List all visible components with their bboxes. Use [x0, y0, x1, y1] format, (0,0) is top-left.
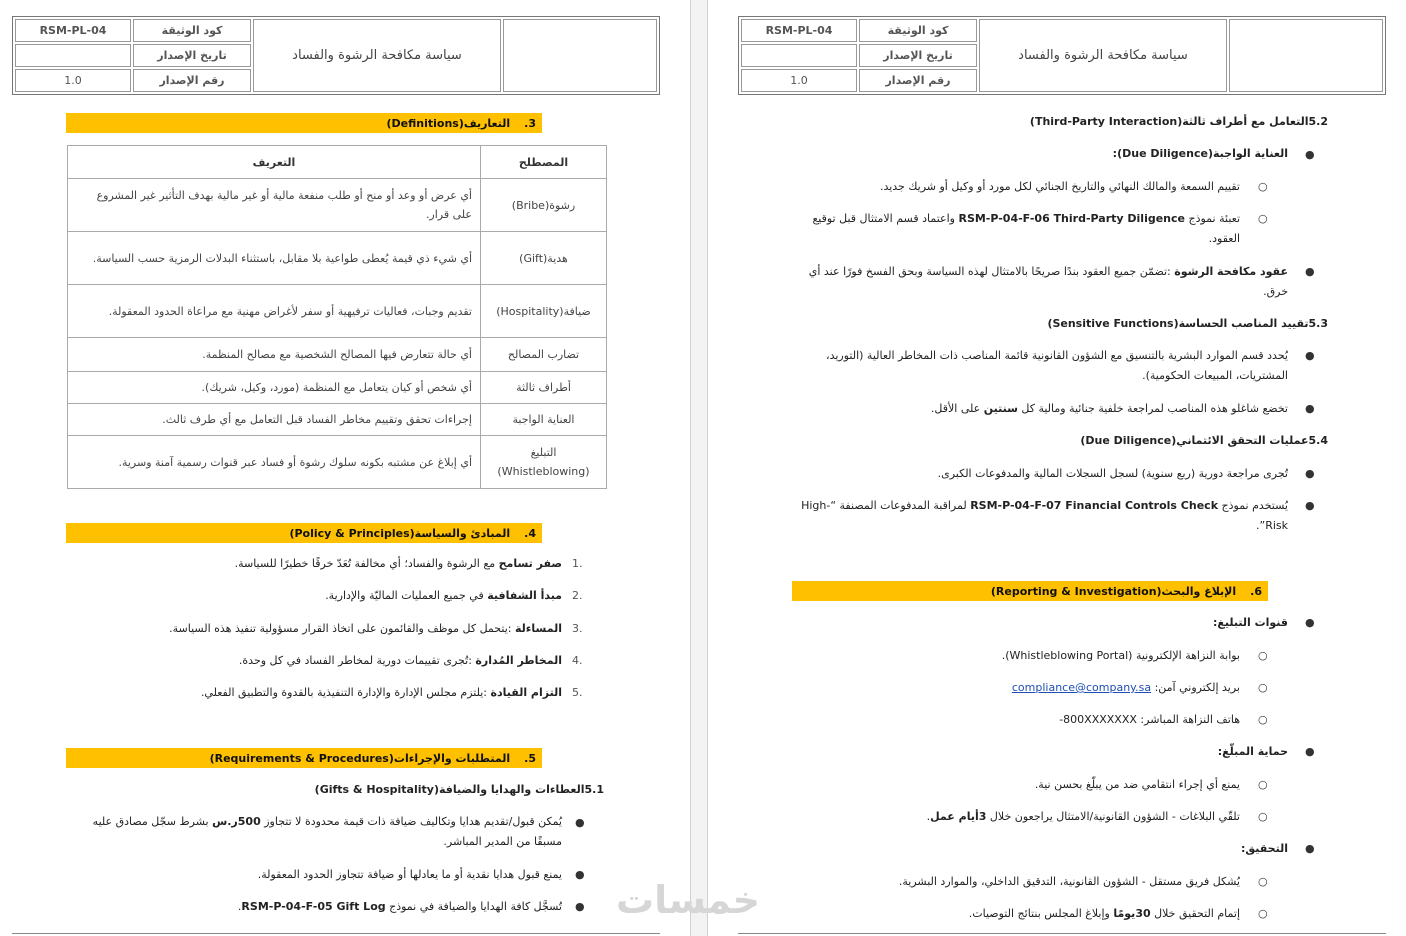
- section-6-heading: [792, 581, 1268, 601]
- bullet-dot: ●: [1305, 616, 1315, 629]
- whistleblower-protection-label: حماية المبلّغ:: [1217, 745, 1288, 758]
- term-cell: التبليغ (Whistleblowing): [481, 436, 607, 489]
- version-label: رقم الإصدار: [859, 69, 977, 92]
- term-cell: العناية الواجبة: [481, 404, 607, 436]
- page-bottom-rule: [738, 933, 1386, 934]
- page-bottom-rule: [12, 933, 660, 934]
- bullet-text: تلقّي البلاغات - الشؤون القانونية/الامتثال يراجعون خلال: [986, 810, 1240, 823]
- principle-item: [82, 651, 562, 671]
- principle-number: 2.: [572, 589, 583, 602]
- page-gap: [690, 0, 708, 936]
- doc-code-label: كود الوثيقة: [859, 19, 977, 42]
- sub-bullet-item: بوابة النزاهة الإلكترونية (Whistleblowing Portal).: [1001, 649, 1240, 662]
- logo-cell: [503, 19, 657, 92]
- principle-number: 1.: [572, 557, 583, 570]
- principle-number: 3.: [572, 622, 583, 635]
- bullet-text: على الأقل.: [930, 402, 984, 415]
- principle-item: [82, 554, 562, 574]
- issue-date-label: تاريخ الإصدار: [859, 44, 977, 67]
- bullet-dot: ●: [1305, 499, 1315, 512]
- bullet-dot: ●: [575, 868, 585, 881]
- subsection-5-2-heading: 5.2التعامل مع أطراف ثالثة(Third-Party Interaction): [1029, 115, 1328, 128]
- bullet-text: تعبئة نموذج: [1185, 212, 1240, 225]
- principle-text: :يلتزم مجلس الإدارة والإدارة التنفيذية بالقدوة والتطبيق الفعلي.: [200, 686, 491, 699]
- section-number: 4.: [524, 526, 536, 540]
- logo-cell: [1229, 19, 1383, 92]
- bullet-text: وإبلاغ المجلس بنتائج التوصيات.: [968, 907, 1114, 920]
- sub-bullet-circle: ○: [1258, 907, 1268, 920]
- principle-item: [82, 619, 562, 639]
- doc-code-value: RSM-PL-04: [741, 19, 857, 42]
- bullet-text: إتمام التحقيق خلال: [1150, 907, 1240, 920]
- section-number: 5.: [524, 751, 536, 765]
- definition-cell: تقديم وجبات، فعاليات ترفيهية أو سفر لأغراض مهنية مع مراعاة الحدود المعقولة.: [68, 285, 481, 338]
- bullet-text: تخضع شاغلو هذه المناصب لمراجعة خلفية جنائية ومالية كل: [1017, 402, 1288, 415]
- principle-item: [82, 586, 562, 606]
- sub-bullet-circle: ○: [1258, 713, 1268, 726]
- version-label: رقم الإصدار: [133, 69, 251, 92]
- table-row: [68, 436, 607, 489]
- principle-bold: المخاطر المُدارة: [475, 654, 562, 667]
- sub-bullet-item: [800, 904, 1240, 924]
- bullet-item: [92, 812, 562, 852]
- bullet-dot: ●: [1305, 467, 1315, 480]
- bullet-text: تُجرى مراجعة دورية (ربع سنوية) لسجل السجلات المالية والمدفوعات الكبرى.: [937, 467, 1288, 480]
- sub-bullet-item: هاتف النزاهة المباشر: 800XXXXXXX-: [1059, 713, 1240, 726]
- subsection-5-1-heading: 5.1العطاءات والهدايا والضيافة(Gifts & Hospitality): [314, 783, 604, 796]
- watermark-logo: خمسات: [616, 878, 760, 922]
- sub-bullet-item: [800, 807, 1240, 827]
- principle-bold: صفر تسامح: [498, 557, 562, 570]
- table-row: [68, 404, 607, 436]
- table-header-row: [68, 146, 607, 179]
- term-cell: ضيافة(Hospitality): [481, 285, 607, 338]
- bullet-text: يُمكن قبول/تقديم هدايا وتكاليف ضيافة ذات قيمة محدودة لا تتجاوز: [260, 815, 562, 828]
- version-value: 1.0: [15, 69, 131, 92]
- sub-bullet-item: [800, 177, 1240, 197]
- bullet-dot: ●: [1305, 349, 1315, 362]
- section-5-heading: [66, 748, 542, 768]
- document-title: سياسة مكافحة الرشوة والفساد: [253, 19, 501, 92]
- doc-code-value: RSM-PL-04: [15, 19, 131, 42]
- issue-date-label: تاريخ الإصدار: [133, 44, 251, 67]
- form-code: RSM-P-04-F-07 Financial Controls Check: [970, 499, 1219, 512]
- definition-cell: أي إبلاغ عن مشتبه بكونه سلوك رشوة أو فساد عبر قنوات رسمية آمنة وسرية.: [68, 436, 481, 489]
- bullet-item: [788, 262, 1288, 302]
- section-title: المتطلبات والإجراءات(Requirements & Procedures): [209, 751, 511, 765]
- table-row: [68, 338, 607, 372]
- section-title: المبادئ والسياسة(Policy & Principles): [289, 526, 511, 540]
- section-4-heading: [66, 523, 542, 543]
- section-title: التعاريف(Definitions): [386, 116, 511, 130]
- bullet-dot: ●: [1305, 148, 1315, 161]
- principle-number: 4.: [572, 654, 583, 667]
- subsection-5-4-heading: 5.4عمليات التحقق الائتماني(Due Diligence): [1080, 434, 1328, 447]
- definition-cell: أي حالة تتعارض فيها المصالح الشخصية مع مصالح المنظمة.: [68, 338, 481, 372]
- sub-bullet-circle: ○: [1258, 875, 1268, 888]
- sub-bullet-item: [800, 209, 1240, 249]
- column-header-term: المصطلح: [481, 146, 607, 179]
- bullet-item: [788, 346, 1288, 386]
- doc-code-label: كود الوثيقة: [133, 19, 251, 42]
- sub-bullet-item: [800, 678, 1240, 698]
- bullet-text: :تضمّن جميع العقود بندًا صريحًا بالامتثال لهذه السياسة وبحق الفسخ فورًا عند أي خرق.: [808, 265, 1288, 298]
- bullet-item: [788, 399, 1288, 419]
- term-cell: تضارب المصالح: [481, 338, 607, 372]
- section-3-heading: [66, 113, 542, 133]
- bullet-text: تُسجَّل كافة الهدايا والضيافة في نموذج: [385, 900, 562, 913]
- reporting-channels-label: قنوات التبليغ:: [1212, 616, 1288, 629]
- sub-bullet-circle: ○: [1258, 681, 1268, 694]
- principle-text: :يتحمل كل موظف والقائمون على اتخاذ القرار مسؤولية تنفيذ هذه السياسة.: [169, 622, 515, 635]
- bullet-text: يُستخدم نموذج: [1218, 499, 1288, 512]
- column-header-definition: التعريف: [68, 146, 481, 179]
- bullet-dot: ●: [1305, 842, 1315, 855]
- investigation-label: التحقيق:: [1240, 842, 1288, 855]
- principle-bold: المساءلة: [514, 622, 562, 635]
- bullet-item: [788, 464, 1288, 484]
- bullet-bold: عقود مكافحة الرشوة: [1174, 265, 1288, 278]
- table-row: [68, 372, 607, 404]
- sub-bullet-circle: ○: [1258, 778, 1268, 791]
- table-row: [68, 179, 607, 232]
- principle-text: مع الرشوة والفساد؛ أي مخالفة تُعَدّ خرقًا خطيرًا للسياسة.: [234, 557, 499, 570]
- document-page-left: [0, 0, 690, 936]
- bullet-item: [788, 496, 1288, 536]
- principle-item: [82, 683, 562, 703]
- section-number: 6.: [1250, 584, 1262, 598]
- definition-cell: أي عرض أو وعد أو منح أو طلب منفعة مالية أو غير مالية بهدف التأثير غير المشروع على قرار.: [68, 179, 481, 232]
- table-row: [68, 232, 607, 285]
- sub-bullet-circle: ○: [1258, 649, 1268, 662]
- bullet-dot: ●: [1305, 745, 1315, 758]
- bullet-bold: 3أيام عمل: [930, 810, 987, 823]
- sub-bullet-circle: ○: [1258, 810, 1268, 823]
- principle-number: 5.: [572, 686, 583, 699]
- sub-bullet-item: يمنع أي إجراء انتقامي ضد من يبلّغ بحسن نية.: [1034, 778, 1240, 791]
- bullet-item: [92, 865, 562, 885]
- term-cell: أطراف ثالثة: [481, 372, 607, 404]
- bullet-text: تقييم السمعة والمالك النهائي والتاريخ الجنائي لكل مورد أو وكيل أو شريك جديد.: [879, 180, 1240, 193]
- document-title: سياسة مكافحة الرشوة والفساد: [979, 19, 1227, 92]
- definitions-table: [67, 145, 607, 489]
- principle-text: :تُجرى تقييمات دورية لمخاطر الفساد في كل وحدة.: [238, 654, 476, 667]
- principle-bold: مبدأ الشفافية: [487, 589, 562, 602]
- document-header-table: [12, 16, 660, 95]
- sub-bullet-circle: ○: [1258, 212, 1268, 225]
- due-diligence-label: العناية الواجبة(Due Diligence):: [1112, 147, 1288, 160]
- bullet-dot: ●: [575, 816, 585, 829]
- bullet-dot: ●: [1305, 402, 1315, 415]
- section-number: 3.: [524, 116, 536, 130]
- form-code: RSM-P-04-F-06 Third-Party Diligence: [958, 212, 1185, 225]
- bullet-dot: ●: [575, 900, 585, 913]
- section-title: الإبلاغ والبحث(Reporting & Investigation): [990, 584, 1237, 598]
- subsection-5-3-heading: 5.3تقييد المناصب الحساسة(Sensitive Functions): [1047, 317, 1328, 330]
- bullet-bold: 500ر.س: [212, 815, 261, 828]
- bullet-text: .: [237, 900, 242, 913]
- sub-bullet-item: يُشكل فريق مستقل - الشؤون القانونية، التدقيق الداخلي، والموارد البشرية.: [898, 875, 1240, 888]
- issue-date-value: [15, 44, 131, 67]
- form-code: RSM-P-04-F-05 Gift Log: [241, 900, 386, 913]
- bullet-text: واعتماد قسم الامتثال قبل توقيع العقود.: [812, 212, 1240, 245]
- term-cell: هدية(Gift): [481, 232, 607, 285]
- bullet-bold: سنتين: [983, 402, 1018, 415]
- sub-bullet-circle: ○: [1258, 180, 1268, 193]
- definition-cell: أي شخص أو كيان يتعامل مع المنظمة (مورد، وكيل، شريك).: [68, 372, 481, 404]
- email-link[interactable]: compliance@company.sa: [1011, 681, 1152, 694]
- document-page-right: [708, 0, 1406, 936]
- bullet-text: يمنع قبول هدايا نقدية أو ما يعادلها أو ضيافة تتجاوز الحدود المعقولة.: [257, 868, 562, 881]
- principle-text: في جميع العمليات الماليّة والإدارية.: [325, 589, 488, 602]
- bullet-text: يُحدد قسم الموارد البشرية بالتنسيق مع الشؤون القانونية قائمة المناصب ذات المخاطر العالية (التوريد، المشتريات، المبيعات الحكومية).: [826, 349, 1288, 382]
- bullet-item: [92, 897, 562, 917]
- bullet-text: بريد إلكتروني آمن:: [1151, 681, 1240, 694]
- definition-cell: أي شيء ذي قيمة يُعطى طواعية بلا مقابل، باستثناء البدلات الرمزية حسب السياسة.: [68, 232, 481, 285]
- table-row: [68, 285, 607, 338]
- term-cell: رشوة(Bribe): [481, 179, 607, 232]
- version-value: 1.0: [741, 69, 857, 92]
- bullet-text: بشرط سجّل مصادق عليه مسبقًا من المدير المباشر.: [92, 815, 562, 848]
- bullet-text: .: [926, 810, 931, 823]
- document-header-table: [738, 16, 1386, 95]
- definition-cell: إجراءات تحقق وتقييم مخاطر الفساد قبل التعامل مع أي طرف ثالث.: [68, 404, 481, 436]
- bullet-text: لمراقبة المدفوعات المصنفة “High-Risk”.: [801, 499, 1288, 532]
- bullet-bold: 30يومًا: [1113, 907, 1151, 920]
- issue-date-value: [741, 44, 857, 67]
- bullet-dot: ●: [1305, 265, 1315, 278]
- principle-bold: التزام القيادة: [490, 686, 562, 699]
